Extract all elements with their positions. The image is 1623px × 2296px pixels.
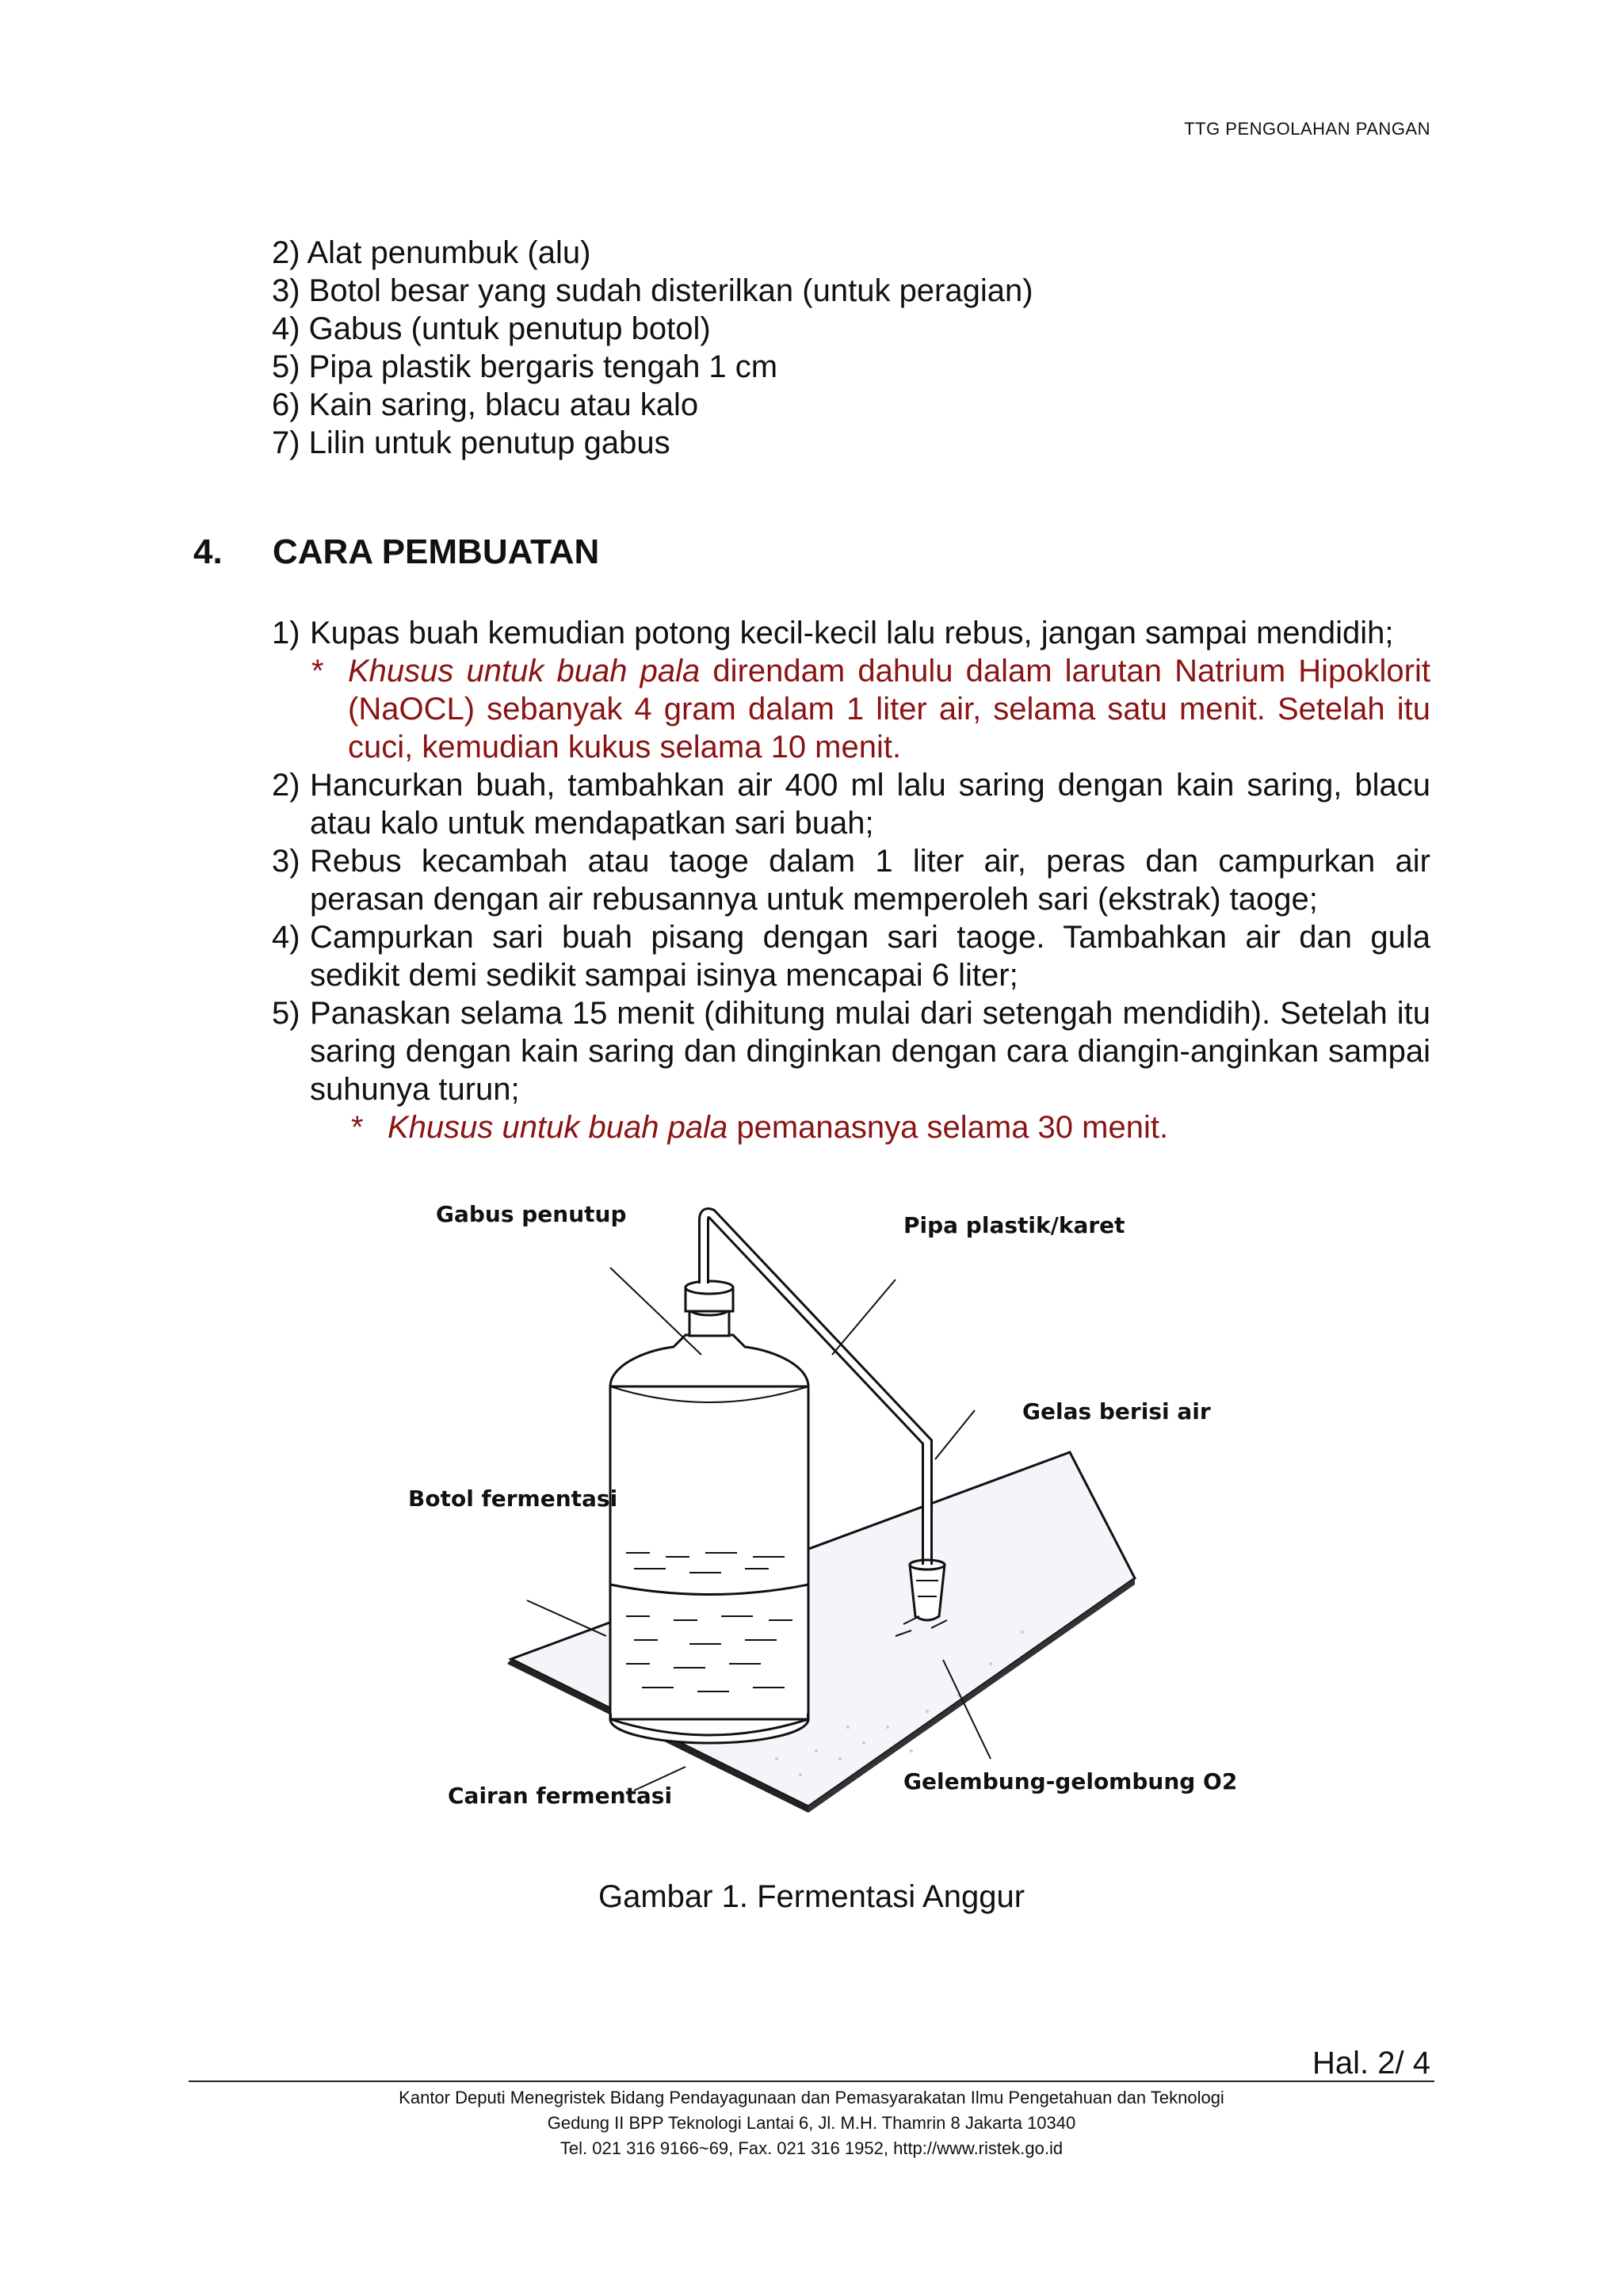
step-number: 1): [272, 616, 300, 650]
step-text: Hancurkan buah, tambahkan air 400 ml lalu saring dengan kain saring, blacu atau kalo untuk mendapatkan sari buah;: [310, 768, 1430, 841]
note-text: direndam dahulu dalam larutan Natrium Hipoklorit (NaOCL) sebanyak 4 gram dalam 1 liter air, selama satu menit. Setelah itu cuci, kemudian kukus selama 10 menit.: [348, 654, 1430, 765]
step-item: [272, 842, 1430, 918]
step-number: 2): [272, 768, 300, 803]
step-text: Panaskan selama 15 menit (dihitung mulai dari setengah mendidih). Setelah itu saring dengan kain saring dan dinginkan dengan cara diangin-anginkan sampai suhunya turun;: [310, 996, 1430, 1107]
step-item: [272, 994, 1430, 1108]
note-emphasis: Khusus untuk buah pala: [388, 1110, 728, 1145]
label-pipe: Pipa plastik/karet: [903, 1212, 1125, 1238]
section-title: CARA PEMBUATAN: [273, 532, 600, 571]
cork-stopper: [685, 1281, 733, 1336]
running-header: TTG PENGOLAHAN PANGAN: [1184, 119, 1430, 139]
footer: [0, 2085, 1623, 2161]
step-item: [272, 766, 1430, 842]
note-text: pemanasnya selama 30 menit.: [727, 1110, 1169, 1145]
list-item: 6) Kain saring, blacu atau kalo: [272, 387, 699, 422]
fermentation-figure: [372, 1201, 1268, 1830]
fermentation-illustration: [372, 1204, 1268, 1830]
footer-line: Gedung II BPP Teknologi Lantai 6, Jl. M.H. Thamrin 8 Jakarta 10340: [547, 2113, 1076, 2133]
section-heading: [193, 532, 599, 572]
step-item: [272, 614, 1430, 652]
steps-list: [272, 614, 1430, 1146]
note-pala-panas: [272, 1108, 1430, 1146]
fermentation-bottle: [610, 1335, 808, 1743]
step-number: 4): [272, 920, 300, 955]
list-item: 4) Gabus (untuk penutup botol): [272, 311, 711, 346]
section-number: 4.: [193, 532, 223, 571]
step-text: Rebus kecambah atau taoge dalam 1 liter air, peras dan campurkan air perasan dengan air rebusannya untuk memperoleh sari (ekstrak) taoge;: [310, 844, 1430, 917]
step-number: 3): [272, 844, 300, 879]
label-bottle: Botol fermentasi: [408, 1486, 618, 1512]
label-bubbles: Gelembung-gelombung O2: [903, 1768, 1238, 1794]
step-text: Kupas buah kemudian potong kecil-kecil lalu rebus, jangan sampai mendidih;: [310, 616, 1394, 650]
step-number: 5): [272, 996, 300, 1031]
step-item: [272, 918, 1430, 994]
label-liquid: Cairan fermentasi: [448, 1783, 673, 1809]
label-cork: Gabus penutup: [436, 1201, 627, 1227]
list-item: 2) Alat penumbuk (alu): [272, 235, 591, 270]
list-item: 7) Lilin untuk penutup gabus: [272, 425, 670, 460]
figure-caption: Gambar 1. Fermentasi Anggur: [598, 1879, 1025, 1914]
tools-list: [272, 234, 1033, 462]
footer-divider: [189, 2081, 1434, 2082]
list-item: 3) Botol besar yang sudah disterilkan (untuk peragian): [272, 273, 1033, 308]
note-bullet: *: [311, 654, 324, 688]
footer-line: Tel. 021 316 9166~69, Fax. 021 316 1952, http://www.ristek.go.id: [559, 2138, 1064, 2158]
list-item: 5) Pipa plastik bergaris tengah 1 cm: [272, 349, 778, 384]
footer-line: Kantor Deputi Menegristek Bidang Pendayagunaan dan Pemasyarakatan Ilmu Pengetahuan dan Teknologi: [399, 2088, 1224, 2107]
note-bullet: *: [351, 1110, 364, 1145]
label-glass: Gelas berisi air: [1022, 1398, 1211, 1425]
note-pala-rendam: [272, 652, 1430, 766]
step-text: Campurkan sari buah pisang dengan sari taoge. Tambahkan air dan gula sedikit demi sedikit sampai isinya mencapai 6 liter;: [310, 920, 1430, 993]
note-emphasis: Khusus untuk buah pala: [348, 654, 701, 688]
page-number: Hal. 2/ 4: [1312, 2046, 1430, 2081]
